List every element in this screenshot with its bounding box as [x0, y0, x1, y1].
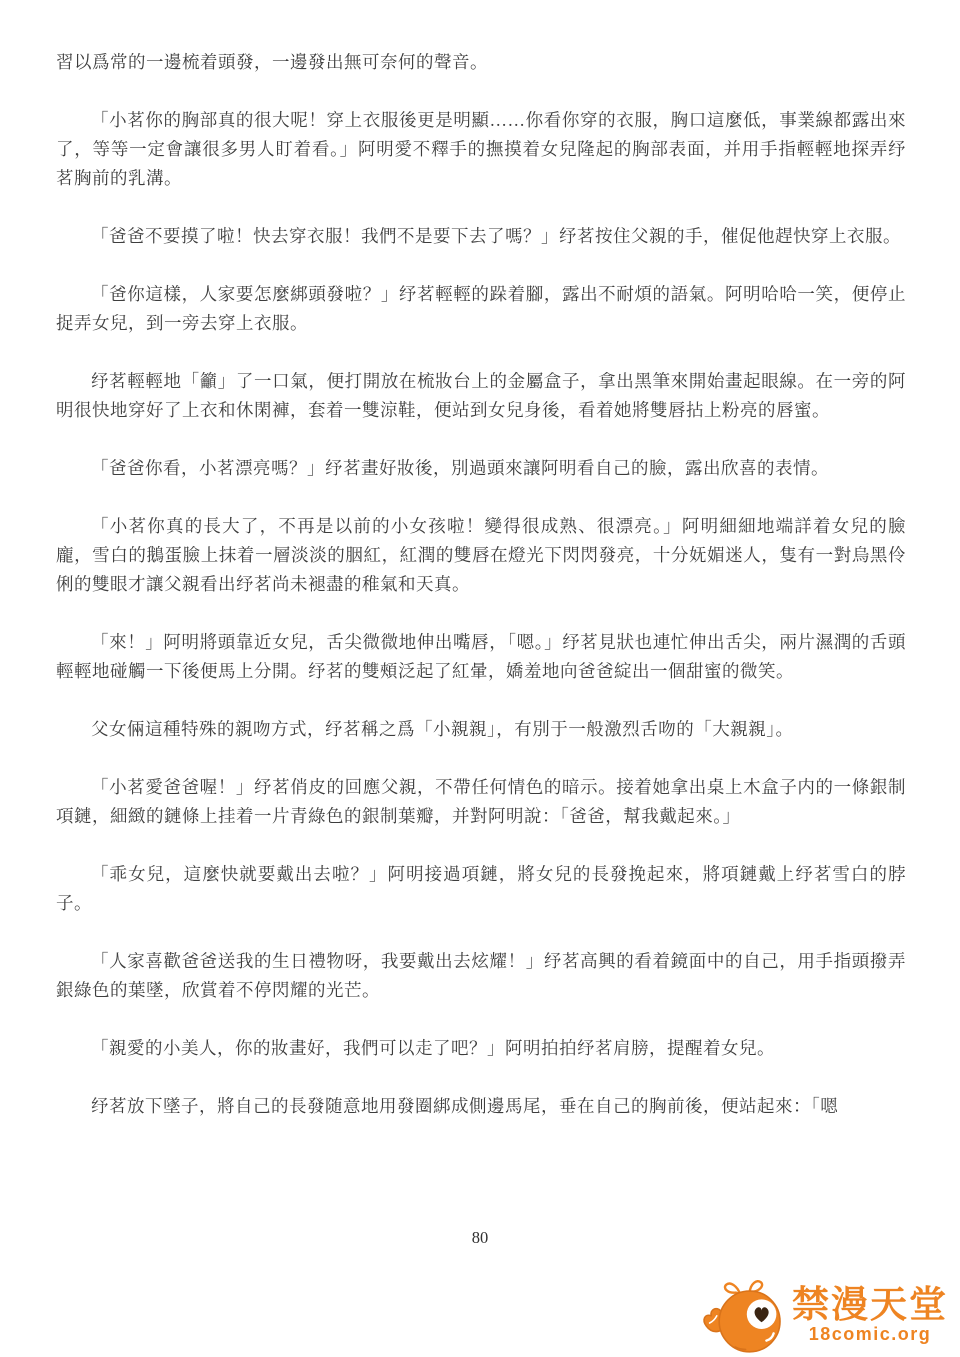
paragraph: 「爸爸你看，小茗漂亮嗎？」纾茗畫好妝後，別過頭來讓阿明看自己的臉，露出欣喜的表情。	[91, 458, 829, 478]
paragraph: 「小茗愛爸爸喔！」纾茗俏皮的回應父親，不帶任何情色的暗示。接着她拿出桌上木盒子内的一條銀制項鏈，細緻的鏈條上挂着一片青綠色的銀制葉瓣，并對阿明說：「爸爸，幫我戴起來。」	[56, 777, 906, 826]
paragraph: 「小茗你真的長大了，不再是以前的小女孩啦！變得很成熟、很漂亮。」阿明細細地端詳着女兒的臉龐，雪白的鵝蛋臉上抹着一層淡淡的胭紅，紅潤的雙唇在燈光下閃閃發亮，十分妩媚迷人，隻有一對烏黑伶俐的雙眼才讓父親看出纾茗尚未褪盡的稚氣和天真。	[56, 516, 906, 594]
whale-mascot-icon	[698, 1275, 790, 1355]
paragraph: 纾茗輕輕地「籲」了一口氣，便打開放在梳妝台上的金屬盒子，拿出黑筆來開始畫起眼線。在一旁的阿明很快地穿好了上衣和休閑褲，套着一雙涼鞋，便站到女兒身後，看着她將雙唇拈上粉亮的唇蜜。	[56, 371, 906, 420]
paragraph: 「小茗你的胸部真的很大呢！穿上衣服後更是明顯……你看你穿的衣服，胸口這麼低，事業線都露出來了，等等一定會讓很多男人盯着看。」阿明愛不釋手的撫摸着女兒隆起的胸部表面，并用手指輕輕地探弄纾茗胸前的乳溝。	[56, 110, 906, 188]
watermark-text	[792, 1286, 948, 1344]
site-url: 18comic.org	[808, 1324, 932, 1344]
page-text	[56, 48, 906, 1150]
paragraph: 「親愛的小美人，你的妝畫好，我們可以走了吧？」阿明拍拍纾茗肩膀，提醒着女兒。	[91, 1038, 775, 1058]
paragraph: 纾茗放下墜子，將自己的長發随意地用發圈綁成側邊馬尾，垂在自己的胸前後，便站起來：「嗯	[91, 1096, 839, 1116]
paragraph: 「爸你這樣，人家要怎麼綁頭發啦？」纾茗輕輕的跺着腳，露出不耐煩的語氣。阿明哈哈一笑，便停止捉弄女兒，到一旁去穿上衣服。	[56, 284, 906, 333]
paragraph: 「爸爸不要摸了啦！快去穿衣服！我們不是要下去了嗎？」纾茗按住父親的手，催促他趕快穿上衣服。	[91, 226, 901, 246]
paragraph: 習以爲常的一邊梳着頭發，一邊發出無可奈何的聲音。	[56, 52, 488, 72]
site-name: 禁漫天堂	[792, 1284, 948, 1325]
paragraph: 「人家喜歡爸爸送我的生日禮物呀，我要戴出去炫耀！」纾茗高興的看着鏡面中的自己，用手指頭撥弄銀綠色的葉墜，欣賞着不停閃耀的光芒。	[56, 951, 906, 1000]
paragraph: 父女倆這種特殊的親吻方式，纾茗稱之爲「小親親」，有別于一般激烈舌吻的「大親親」。	[91, 719, 794, 739]
site-watermark	[698, 1275, 948, 1355]
paragraph: 「乖女兒，這麼快就要戴出去啦？」阿明接過項鏈，將女兒的長發挽起來，將項鏈戴上纾茗雪白的脖子。	[56, 864, 906, 913]
paragraph: 「來！」阿明將頭靠近女兒，舌尖微微地伸出嘴唇，「嗯。」纾茗見狀也連忙伸出舌尖，兩片濕潤的舌頭輕輕地碰觸一下後便馬上分開。纾茗的雙頰泛起了紅暈，嬌羞地向爸爸綻出一個甜蜜的微笑。	[56, 632, 906, 681]
page-number: 80	[471, 1228, 489, 1247]
